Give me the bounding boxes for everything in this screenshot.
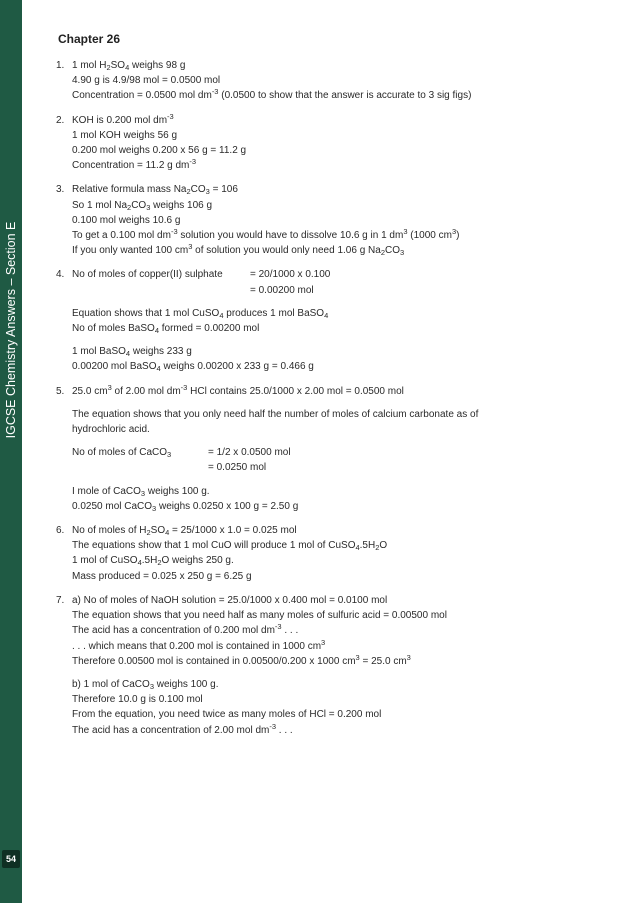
answer-line: 1 mol $H_2SO_4$ weighs 98 g [72, 60, 186, 72]
answer-line: From the equation, you need twice as many moles of HCl = 0.200 mol [72, 709, 382, 721]
answer-line: 25.0 $cm^3$ of 2.00 mol $dm^{-3}$ HCl contains 25.0/1000 x 2.00 mol = 0.0500 mol [72, 382, 404, 397]
answer-line: 0.00200 mol BaSO$_4$ weighs 0.00200 x 233 g = 0.466 g [72, 361, 314, 374]
answer-line: 1 mol BaSO$_4$ weighs 233 g [72, 346, 192, 359]
question-2 [56, 113, 616, 174]
sidebar [0, 0, 22, 903]
calc-row: = 0.0250 mol [208, 462, 267, 474]
answer-line: a) No of moles of NaOH solution = 25.0/1000 x 0.400 mol = 0.0100 mol [72, 594, 388, 606]
answer-line: 0.100 mol weighs 10.6 g [72, 214, 181, 226]
answer-line: The acid has a concentration of 0.200 mol $dm^{-3}$ . . . [72, 622, 299, 637]
answer-line: 0.200 mol weighs 0.200 x 56 g = 11.2 g [72, 145, 247, 157]
answer-line: Therefore 0.00500 mol is contained in 0.00500/0.200 x 1000 $cm^3 = 25.0$ $cm^3$ [72, 652, 411, 667]
question-7 [56, 593, 616, 738]
answer-line: Concentration = 11.2 g $dm^{-3}$ [72, 157, 197, 172]
answer-line: . . . which means that 0.200 mol is contained in 1000 $cm^3$ [72, 637, 326, 652]
answer-line: 4.90 g is 4.9/98 mol = 0.0500 mol [72, 75, 221, 87]
answer-line: The equations show that 1 mol CuO will produce 1 mol of $CuSO_4.5H_2O$ [72, 540, 388, 553]
answer-line: I mole of CaCO$_3$ weighs 100 g. [72, 485, 210, 498]
answer-line: So 1 mol $Na_2CO_3$ weighs 106 g [72, 199, 213, 212]
answer-line: Concentration = 0.0500 mol $dm^{-3}$ (0.0500 to show that the answer is accurate to 3 sig figs) [72, 87, 472, 102]
answer-line: To get a 0.100 mol $dm^{-3}$ solution you would have to dissolve 10.6 g in 1 $dm^3$ (1000 $cm^3$) [72, 227, 460, 242]
question-number: 7. [56, 594, 65, 606]
question-6 [56, 523, 616, 584]
answer-line: KOH is 0.200 mol $dm^{-3}$ [72, 111, 174, 126]
question-1 [56, 58, 616, 104]
question-number: 3. [56, 184, 65, 196]
answer-line: 1 mol of $CuSO_4.5H_2O$ weighs 250 g. [72, 555, 234, 568]
chapter-title: Chapter 26 [58, 32, 121, 46]
calc-row: = 0.00200 mol [250, 284, 314, 296]
question-5 [56, 384, 616, 514]
question-number: 5. [56, 385, 65, 397]
question-number: 2. [56, 114, 65, 126]
answer-line: No of moles of $H_2SO_4 = 25/1000$ x 1.0 = 0.025 mol [72, 525, 297, 538]
answer-line: b) 1 mol of CaCO$_3$ weighs 100 g. [72, 678, 219, 691]
question-4 [56, 267, 616, 374]
answer-line: Relative formula mass $Na_2CO_3 = 106$ [72, 184, 238, 197]
answer-line: The equation shows that you only need half the number of moles of calcium carbonate as of [72, 408, 479, 420]
question-3 [56, 182, 616, 258]
answer-line: hydrochloric acid. [72, 424, 150, 436]
question-number: 6. [56, 525, 65, 537]
answer-line: Mass produced = 0.025 x 250 g = 6.25 g [72, 570, 252, 582]
answer-line: Therefore 10.0 g is 0.100 mol [72, 694, 203, 706]
answer-line: 1 mol KOH weighs 56 g [72, 129, 178, 141]
calc-row: No of moles of copper(II) sulphate = 20/1000 x 0.100 [72, 269, 331, 281]
answer-line: The acid has a concentration of 2.00 mol $dm^{-3}$ . . . [72, 721, 293, 736]
question-number: 4. [56, 269, 65, 281]
answer-line: The equation shows that you need half as many moles of sulfuric acid = 0.00500 mol [72, 610, 447, 622]
answer-line: No of moles BaSO$_4$ formed = 0.00200 mol [72, 323, 260, 336]
answers-content [56, 58, 616, 747]
question-number: 1. [56, 60, 65, 71]
answer-line: Equation shows that 1 mol CuSO$_4$ produces 1 mol BaSO$_4$ [72, 307, 329, 320]
answer-line: 0.0250 mol CaCO$_3$ weighs 0.0250 x 100 g = 2.50 g [72, 500, 299, 513]
page-number: 54 [2, 850, 20, 868]
answer-line: If you only wanted 100 $cm^3$ of solution you would only need 1.06 g $Na_2CO_3$ [72, 242, 405, 258]
sidebar-title: IGCSE Chemistry Answers – Section E [4, 221, 18, 439]
calc-row: No of moles of CaCO$_3$ = 1/2 x 0.0500 mol [72, 447, 291, 460]
